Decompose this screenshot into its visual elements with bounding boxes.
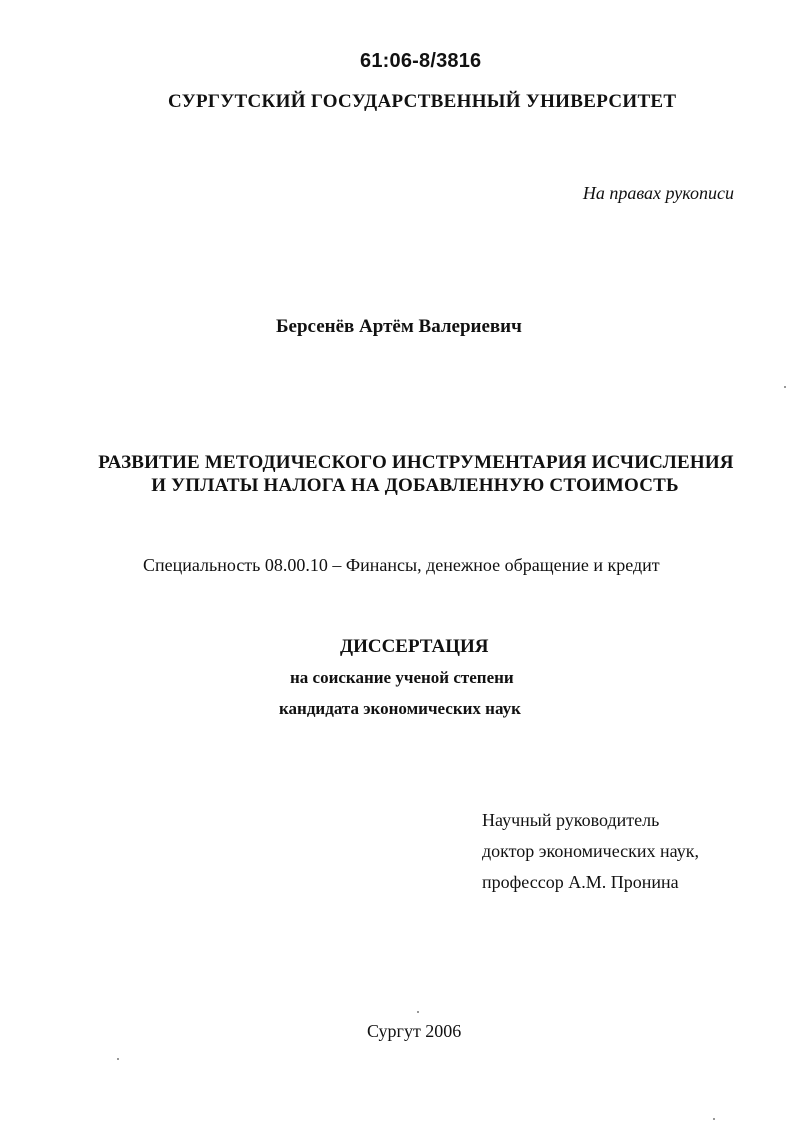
- university-name: СУРГУТСКИЙ ГОСУДАРСТВЕННЫЙ УНИВЕРСИТЕТ: [168, 91, 677, 112]
- catalog-number: 61:06-8/3816: [360, 50, 482, 72]
- degree-line-2: кандидата экономических наук: [279, 699, 521, 718]
- scan-speck: [713, 1118, 715, 1120]
- dissertation-title-line-2: И УПЛАТЫ НАЛОГА НА ДОБАВЛЕННУЮ СТОИМОСТЬ: [151, 475, 679, 496]
- scan-speck: [417, 1011, 419, 1013]
- manuscript-rights-note: На правах рукописи: [582, 183, 734, 203]
- supervisor-name: профессор А.М. Пронина: [482, 872, 679, 892]
- supervisor-role: Научный руководитель: [482, 810, 660, 830]
- specialty-line: Специальность 08.00.10 – Финансы, денежное обращение и кредит: [143, 555, 660, 575]
- scan-speck: [117, 1058, 119, 1060]
- degree-line-1: на соискание ученой степени: [290, 668, 514, 687]
- supervisor-degree: доктор экономических наук,: [482, 841, 699, 861]
- scan-speck: [784, 386, 786, 388]
- author-name: Берсенёв Артём Валериевич: [276, 316, 522, 337]
- city-year: Сургут 2006: [367, 1021, 462, 1041]
- document-type: ДИССЕРТАЦИЯ: [340, 636, 489, 657]
- dissertation-title-line-1: РАЗВИТИЕ МЕТОДИЧЕСКОГО ИНСТРУМЕНТАРИЯ ИСЧИСЛЕНИЯ: [98, 452, 734, 473]
